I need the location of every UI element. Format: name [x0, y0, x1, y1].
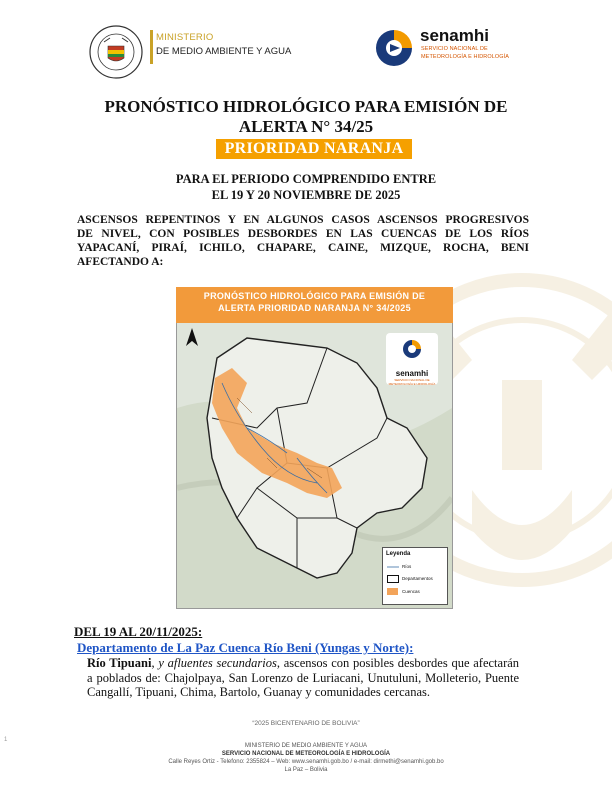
map-title-line1: PRONÓSTICO HIDROLÓGICO PARA EMISIÓN DE [203, 291, 426, 301]
forecast-body-text: Río Tipuani, y afluentes secundarios, ascensos con posibles desbordes que afectarán a poblados de: Chajolpaya, San Lorenzo de Luriacani, Unutuluni, Molleterio, Puente Cangallí, Tipuani, Chima, Bartolo, Guanay y comunidades cercanas. [87, 656, 520, 699]
bicentennial-motto: “2025 BICENTENARIO DE BOLIVIA” [252, 720, 360, 727]
legend-title: Leyenda [386, 551, 411, 557]
alert-description [77, 213, 529, 269]
forecast-date-range: DEL 19 AL 20/11/2025: [74, 624, 203, 639]
tributaries-text: y afluentes secundarios [158, 656, 277, 670]
senamhi-name: senamhi [420, 26, 489, 45]
period-line1: PARA EL PERIODO COMPRENDIDO ENTRE [175, 172, 437, 186]
north-arrow-icon [183, 326, 201, 348]
legend-item-rivers: Ríos [402, 564, 412, 569]
description-line: ASCENSOS REPENTINOS Y EN ALGUNOS CASOS ASCENSOS PROGRESIVOS [77, 214, 529, 226]
senamhi-logo-icon [372, 26, 416, 70]
department-link[interactable]: Departamento de La Paz Cuenca Río Beni (Yungas y Norte): [77, 640, 414, 655]
legend-item-basins: Cuencas [402, 589, 420, 594]
ministry-name-line2: DE MEDIO AMBIENTE Y AGUA [156, 46, 292, 57]
description-line: YAPACANÍ, PIRAÍ, ICHILO, CHAPARE, CAINE, MIZQUE, ROCHA, BENI [77, 242, 529, 254]
document-title-line2: ALERTA N° 34/25 [238, 117, 374, 136]
legend-item-departments: Departamentos [402, 576, 433, 581]
map-senamhi-logo-icon [401, 338, 423, 360]
footer-location: La Paz – Bolivia [284, 767, 328, 773]
margin-mark: 1 [4, 737, 8, 743]
description-line: DE NIVEL, CON POSIBLES DESBORDES EN LAS CUENCAS DE LOS RÍOS [77, 228, 529, 240]
senamhi-subtitle-1: SERVICIO NACIONAL DE [421, 46, 488, 52]
map-title-line2: ALERTA PRIORIDAD NARANJA N° 34/2025 [218, 303, 411, 313]
footer-ministry: MINISTERIO DE MEDIO AMBIENTE Y AGUA [244, 743, 368, 749]
ministry-divider [150, 30, 153, 64]
footer-service: SERVICIO NACIONAL DE METEOROLOGÍA E HIDROLOGÍA [221, 751, 391, 757]
legend-department-swatch [387, 575, 399, 583]
presidential-seal-logo [88, 24, 144, 80]
senamhi-subtitle-2: METEOROLOGÍA E HIDROLOGÍA [421, 54, 510, 60]
document-title-line1: PRONÓSTICO HIDROLÓGICO PARA EMISIÓN DE [104, 97, 508, 116]
ministry-name-line1: MINISTERIO [156, 32, 214, 43]
priority-badge: PRIORIDAD NARANJA [216, 139, 412, 159]
map-logo-subtitle: SERVICIO NACIONAL DE METEOROLOGÍA E HIDROLOGÍA [388, 378, 436, 386]
description-line: AFECTANDO A: [77, 256, 164, 268]
legend-basin-swatch [387, 588, 398, 595]
affected-towns-text: , ascensos con posibles desbordes que afectarán a poblados de: Chajolpaya, San Lorenzo de Luriacani, Unutuluni, Molleterio, Puente Cangallí, Tipuani, Chima, Bartolo, Guanay y comunidades cercanas. [87, 656, 520, 699]
river-name: Río Tipuani [87, 656, 152, 670]
map-logo-name: senamhi [395, 369, 429, 378]
period-line2: EL 19 Y 20 NOVIEMBRE DE 2025 [211, 188, 401, 202]
footer-contact: Calle Reyes Ortiz - Telefono: 2355824 – Web: www.senamhi.gob.bo / e-mail: dirmethi@senamhi.gob.bo [168, 759, 444, 765]
legend-river-swatch [387, 565, 399, 569]
